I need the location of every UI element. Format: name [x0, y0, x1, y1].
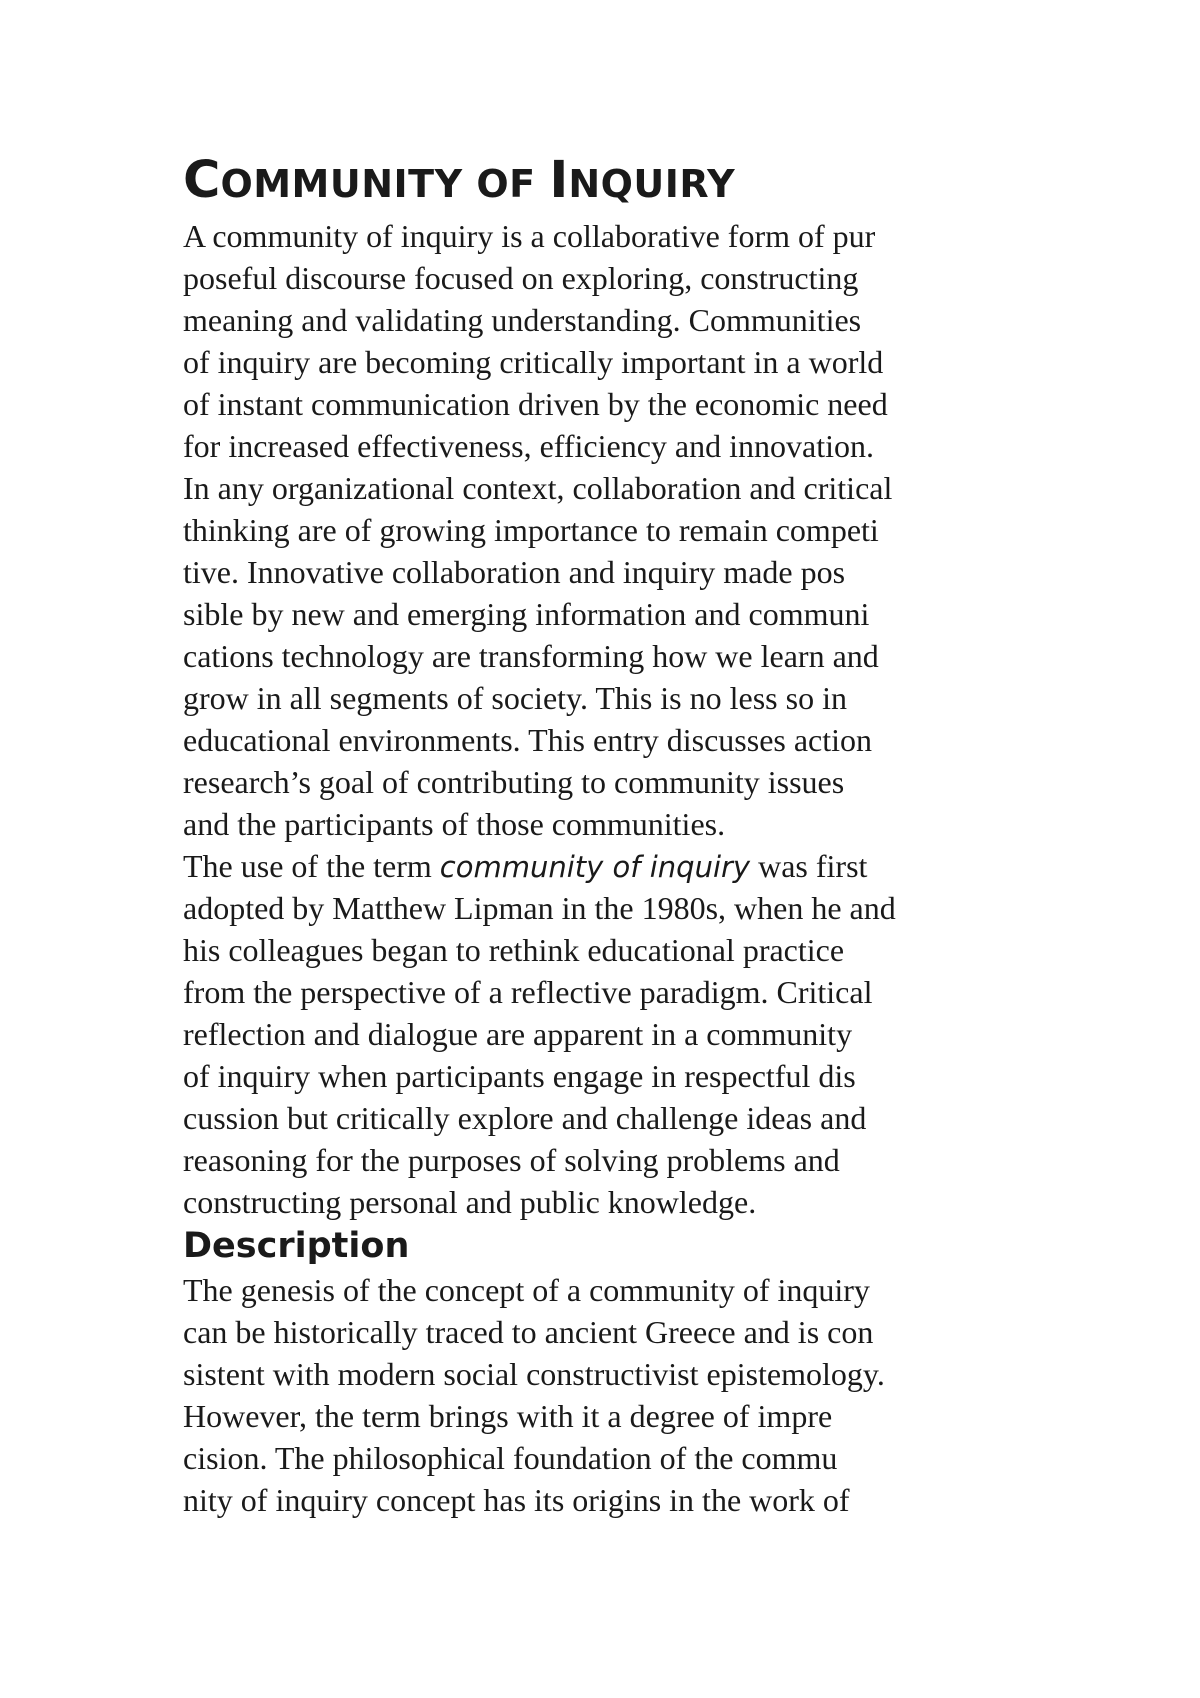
section-heading-description: Description [183, 1226, 410, 1266]
text-line: his colleagues began to rethink educational practice [183, 932, 845, 968]
title-initial-i: I [549, 151, 569, 210]
text-line: reasoning for the purposes of solving problems and [183, 1142, 840, 1178]
title-smallcaps-part-2: NQUIRY [568, 162, 736, 206]
text-line: thinking are of growing importance to remain competi [183, 512, 879, 548]
text-line: of inquiry are becoming critically important in a world [183, 344, 884, 380]
text-line: and the participants of those communities. [183, 806, 726, 842]
text-line: However, the term brings with it a degree of impre [183, 1398, 833, 1434]
emphasized-term: community of inquiry [439, 850, 751, 884]
text-line-with-term [183, 845, 1023, 887]
title-initial-c: C [183, 151, 221, 210]
text-line: tive. Innovative collaboration and inquiry made pos [183, 554, 846, 590]
text-line: nity of inquiry concept has its origins in the work of [183, 1482, 850, 1518]
title-smallcaps-part-1: OMMUNITY OF [220, 162, 550, 206]
text-line: of inquiry when participants engage in respectful dis [183, 1058, 856, 1094]
text-line: grow in all segments of society. This is no less so in [183, 680, 847, 716]
paragraph-intro [183, 215, 1023, 845]
text-line: constructing personal and public knowledge. [183, 1184, 757, 1220]
text-line: of instant communication driven by the economic need [183, 386, 888, 422]
text-line: sistent with modern social constructivist epistemology. [183, 1356, 885, 1392]
text-run: was first [750, 848, 868, 884]
text-line: can be historically traced to ancient Greece and is con [183, 1314, 874, 1350]
text-line: cision. The philosophical foundation of the commu [183, 1440, 838, 1476]
text-line: from the perspective of a reflective paradigm. Critical [183, 974, 873, 1010]
text-line: The genesis of the concept of a community of inquiry [183, 1272, 870, 1308]
article-title [183, 150, 1023, 215]
paragraph-description [183, 1269, 1023, 1521]
text-column [183, 150, 1023, 1521]
paragraph-lipman [183, 845, 1023, 1223]
text-line: poseful discourse focused on exploring, constructing [183, 260, 859, 296]
text-run: The use of the term [183, 848, 440, 884]
text-line: educational environments. This entry discusses action [183, 722, 873, 758]
text-line: In any organizational context, collaboration and critical [183, 470, 893, 506]
text-line: meaning and validating understanding. Communities [183, 302, 862, 338]
text-line: research’s goal of contributing to community issues [183, 764, 845, 800]
text-line: cations technology are transforming how we learn and [183, 638, 879, 674]
text-line: adopted by Matthew Lipman in the 1980s, when he and [183, 890, 896, 926]
text-line: A community of inquiry is a collaborative form of pur [183, 218, 876, 254]
text-line: reflection and dialogue are apparent in a community [183, 1016, 853, 1052]
text-line: cussion but critically explore and challenge ideas and [183, 1100, 867, 1136]
text-line: sible by new and emerging information and communi [183, 596, 870, 632]
text-line: for increased effectiveness, efficiency and innovation. [183, 428, 874, 464]
